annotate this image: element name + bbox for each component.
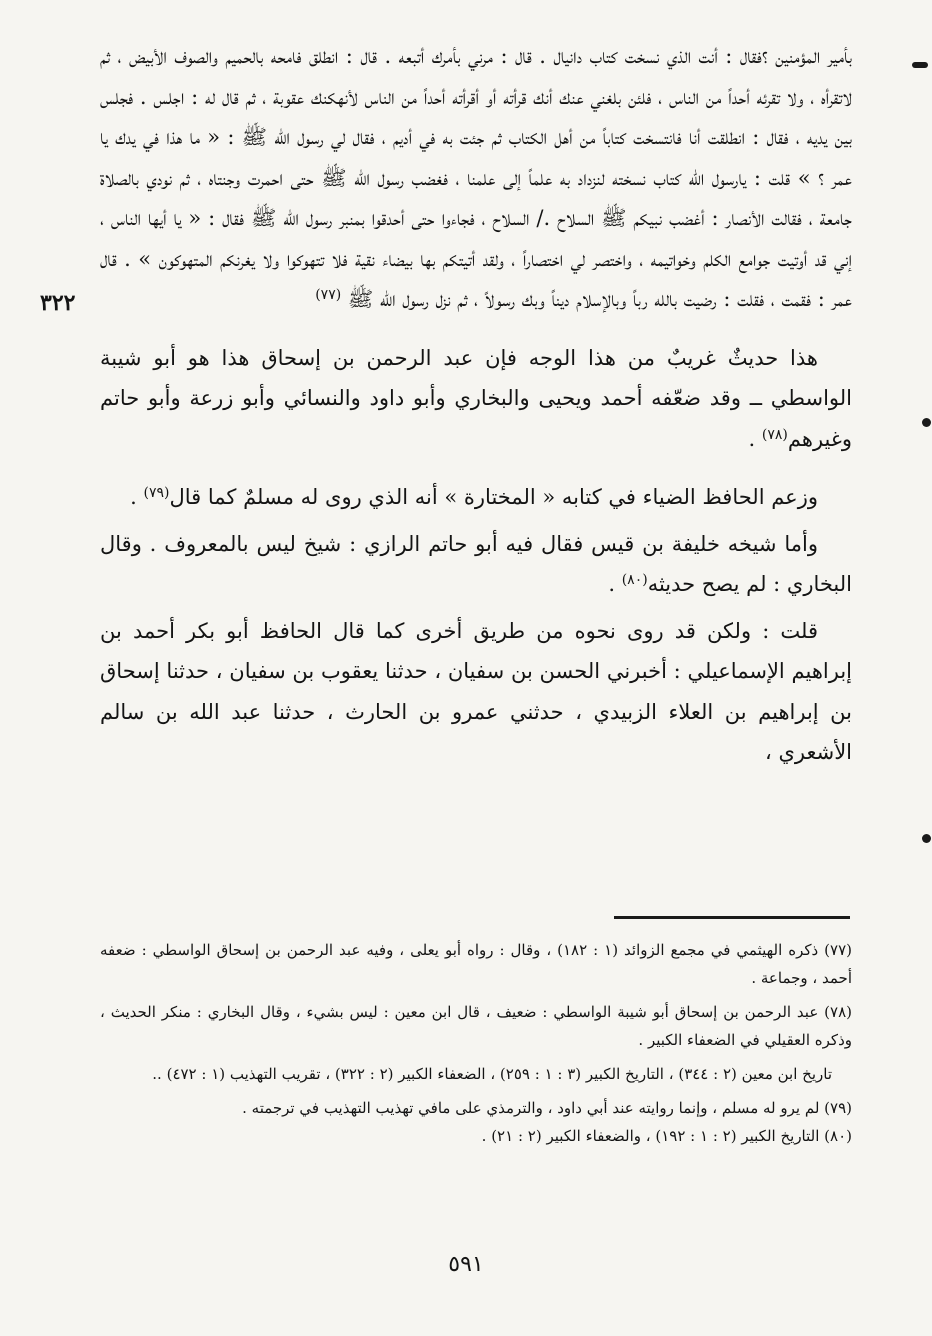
margin-page-reference: ٣٢٢ <box>40 290 76 316</box>
footnote-divider <box>614 916 850 919</box>
page-number: ٥٩١ <box>448 1252 484 1277</box>
margin-mark-top <box>912 62 928 68</box>
paragraph-commentary: هذا حديثٌ غريبٌ من هذا الوجه فإن عبد الرحمن بن إسحاق هذا هو أبو شيبة الواسطي ــ وقد ضعّفه أحمد ويحيى والبخاري وأبو داود والنسائي وأبو زرعة وأبو حاتم وغيرهم$^{(٧٨)}$ . <box>100 345 852 451</box>
footnotes <box>100 936 852 1150</box>
footnote-80: (٨٠) التاريخ الكبير (٢ : ١ : ١٩٢) ، والضعفاء الكبير (٢ : ٢١) . <box>481 1127 852 1145</box>
footnote-ref-78[interactable]: (٧٨) <box>761 426 788 443</box>
paragraph-diya: وزعم الحافظ الضياء في كتابه « المختارة » أنه الذي روى له مسلمٌ كما قال$^{(٧٩)}$ . <box>130 485 818 509</box>
footnote-79: (٧٩) لم يرو له مسلم ، وإنما روايته عند أبي داود ، والترمذي على مافي تهذيب التهذيب في ترجمته . <box>242 1099 852 1117</box>
main-text <box>100 36 852 773</box>
margin-mark-lower <box>922 834 931 843</box>
footnote-78-sources: تاريخ ابن معين (٢ : ٣٤٤) ، التاريخ الكبير (٣ : ١ : ٢٥٩) ، الضعفاء الكبير (٢ : ٣٢٢) ، تقريب التهذيب (١ : ٤٧٢) .. <box>152 1065 832 1083</box>
footnote-ref-80[interactable]: (٨٠) <box>621 572 648 588</box>
footnote-ref-79[interactable]: (٧٩) <box>143 485 170 501</box>
paragraph-ismaili: قلت : ولكن قد روى نحوه من طريق أخرى كما قال الحافظ أبو بكر أحمد بن إبراهيم الإسماعيلي : أخبرني الحسن بن سفيان ، حدثنا يعقوب بن سفيان ، حدثنا إسحاق بن إبراهيم بن العلاء الزبيدي ، حدثني عمرو بن الحارث ، حدثنا عبد الله بن سالم الأشعري ، <box>100 618 852 764</box>
paragraph-khalifa: وأما شيخه خليفة بن قيس فقال فيه أبو حاتم الرازي : شيخ ليس بالمعروف . وقال البخاري : لم يصح حديثه$^{(٨٠)}$ . <box>100 531 852 596</box>
footnote-77: (٧٧) ذكره الهيثمي في مجمع الزوائد (١ : ١٨٢) ، وقال : رواه أبو يعلى ، وفيه عبد الرحمن بن إسحاق الواسطي : ضعفه أحمد ، وجماعة . <box>100 941 853 987</box>
margin-mark-middle <box>922 418 931 427</box>
footnote-78: (٧٨) عبد الرحمن بن إسحاق أبو شيبة الواسطي : ضعيف ، قال ابن معين : ليس بشيء ، وقال البخاري : منكر الحديث ، وذكره العقيلي في الضعفاء الكبير . <box>100 1003 852 1049</box>
paragraph-hadith: بأمير المؤمنين ؟فقال : أنت الذي نسخت كتاب دانيال . قال : مرني بأمرك أتبعه . قال : انطلق فامحه بالحميم والصوف الأبيض ، ثم لاتقرأه ، ولا تقرئه أحداً من الناس ، فلئن بلغني عنك أنك قرأته أو أقرأته أحداً من الناس لأنهكنك عقوبة ، ثم قال له : اجلس . فجلس بين يديه ، فقال : انطلقت أنا فانتسخت كتاباً من أهل الكتاب ثم جئت به في أديم ، فقال لي رسول الله ﷺ : « ما هذا في يدك يا عمر ؟ » قلت : يارسول الله كتاب نسخته لنزداد به علماً إلى علمنا ، فغضب رسول الله ﷺ حتى احمرت وجنتاه ، ثم نودي بالصلاة جامعة ، فقالت الأنصار : أغضب نبيكم ﷺ السلاح ./ السلاح ، فجاءوا حتى أحدقوا بمنبر رسول الله ﷺ فقال : « يا أيها الناس ، إني قد أوتيت جوامع الكلم وخواتيمه ، واختصر لي اختصاراً ، ولقد أتيتكم بها بيضاء نقية فلا تتهوكوا ولا يغرنكم المتهوكون » . قال عمر : فقمت ، فقلت : رضيت بالله رباً وبالإسلام ديناً وبك رسولاً ، ثم نزل رسول الله ﷺ $^{(٧٧)}$ <box>100 44 852 311</box>
footnote-ref-77[interactable]: (٧٧) <box>315 287 342 303</box>
